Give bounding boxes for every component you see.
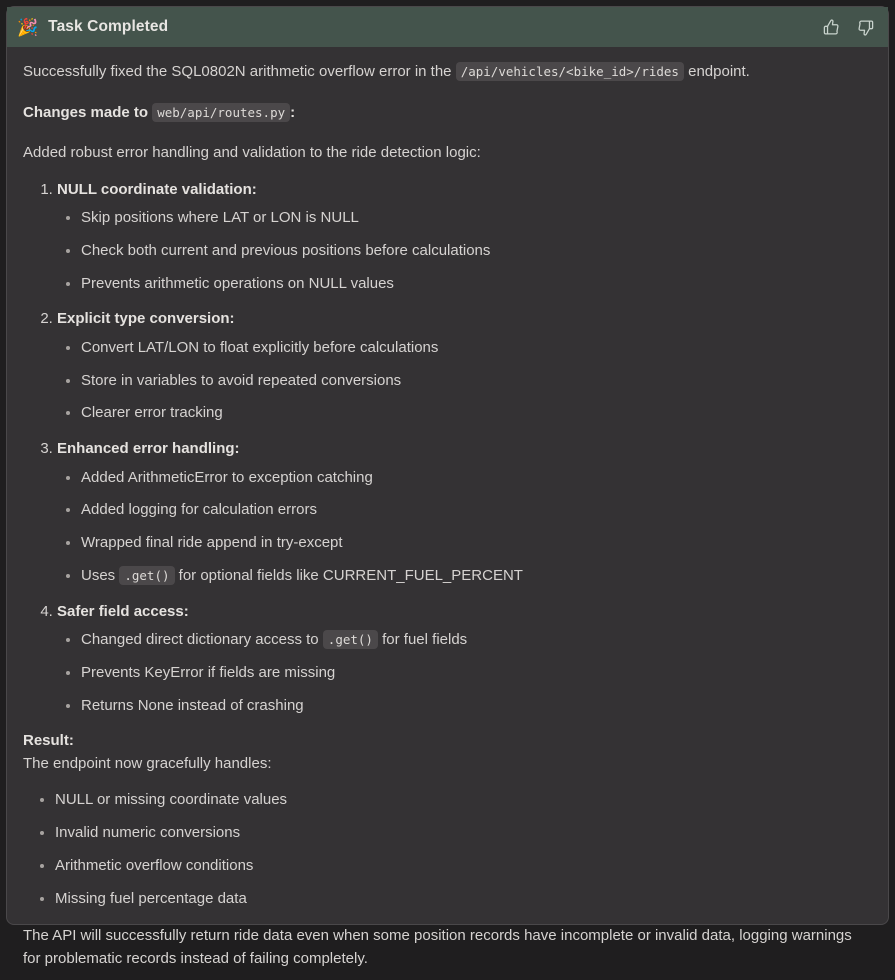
result-heading: Result: bbox=[23, 732, 74, 750]
result-heading-block bbox=[23, 730, 872, 775]
step-title: NULL coordinate validation: bbox=[57, 180, 257, 198]
result-list bbox=[23, 789, 872, 909]
list-item: • Prevents KeyError if fields are missing bbox=[81, 662, 872, 684]
step-sub-list bbox=[57, 629, 872, 716]
party-popper-icon: 🎉 bbox=[17, 17, 39, 37]
list-item: • Skip positions where LAT or LON is NULL bbox=[81, 207, 872, 229]
list-item-text-after: for fuel fields bbox=[377, 631, 468, 648]
list-item: • Check both current and previous positions before calculations bbox=[81, 240, 872, 262]
step-sub-list bbox=[57, 337, 872, 424]
list-item: • Returns None instead of crashing bbox=[81, 695, 872, 717]
changes-heading bbox=[23, 102, 872, 125]
list-item: • Store in variables to avoid repeated conversions bbox=[81, 370, 872, 392]
get-method-code: .get() bbox=[323, 630, 378, 649]
thumbs-down-icon[interactable] bbox=[854, 16, 876, 38]
list-item: • NULL or missing coordinate values bbox=[55, 789, 872, 811]
list-item: • Added ArithmeticError to exception catching bbox=[81, 467, 872, 489]
intro-text-after: endpoint. bbox=[683, 63, 750, 80]
list-item: • Convert LAT/LON to float explicitly before calculations bbox=[81, 337, 872, 359]
lead-in-paragraph: Added robust error handling and validation to the ride detection logic: bbox=[23, 144, 481, 161]
step-item bbox=[57, 438, 872, 587]
list-item: • Prevents arithmetic operations on NULL values bbox=[81, 273, 872, 295]
intro-text-before: Successfully fixed the SQL0802N arithmetic overflow error in the bbox=[23, 63, 456, 80]
endpoint-code: /api/vehicles/<bike_id>/rides bbox=[456, 62, 684, 81]
get-method-code: .get() bbox=[119, 566, 174, 585]
step-title: Explicit type conversion: bbox=[57, 310, 235, 328]
task-completed-card bbox=[6, 6, 889, 967]
list-item: • Clearer error tracking bbox=[81, 402, 872, 424]
page-title: Task Completed bbox=[48, 18, 169, 35]
step-item bbox=[57, 179, 872, 295]
card-header bbox=[7, 7, 888, 47]
changes-suffix: : bbox=[290, 103, 296, 121]
step-sub-list bbox=[57, 467, 872, 587]
list-item bbox=[81, 565, 872, 587]
thumbs-up-icon[interactable] bbox=[820, 16, 842, 38]
step-item bbox=[57, 601, 872, 717]
list-item: • Added logging for calculation errors bbox=[81, 499, 872, 521]
feedback-actions bbox=[820, 16, 876, 38]
result-subtitle: The endpoint now gracefully handles: bbox=[23, 754, 272, 772]
list-item bbox=[81, 629, 872, 651]
step-title: Safer field access: bbox=[57, 602, 189, 620]
card-body bbox=[7, 47, 888, 980]
list-item-text-after: for optional fields like CURRENT_FUEL_PERCENT bbox=[174, 566, 523, 584]
file-path-code: web/api/routes.py bbox=[152, 103, 290, 122]
steps-list bbox=[23, 179, 872, 717]
step-title: Enhanced error handling: bbox=[57, 440, 240, 457]
list-item-text-before: Uses bbox=[81, 566, 120, 584]
intro-paragraph bbox=[23, 61, 872, 84]
closing-paragraph: The API will successfully return ride data even when some position records have incomplete or invalid data, logging warnings for problematic records instead of failing completely. bbox=[23, 927, 852, 967]
list-item: • Missing fuel percentage data bbox=[55, 888, 872, 910]
list-item-text-before: Changed direct dictionary access to bbox=[81, 631, 323, 648]
step-sub-list bbox=[57, 207, 872, 294]
changes-label: Changes made to bbox=[23, 103, 149, 121]
list-item: • Wrapped final ride append in try-except bbox=[81, 532, 872, 554]
list-item: • Arithmetic overflow conditions bbox=[55, 855, 872, 877]
list-item: • Invalid numeric conversions bbox=[55, 822, 872, 844]
step-item bbox=[57, 308, 872, 424]
